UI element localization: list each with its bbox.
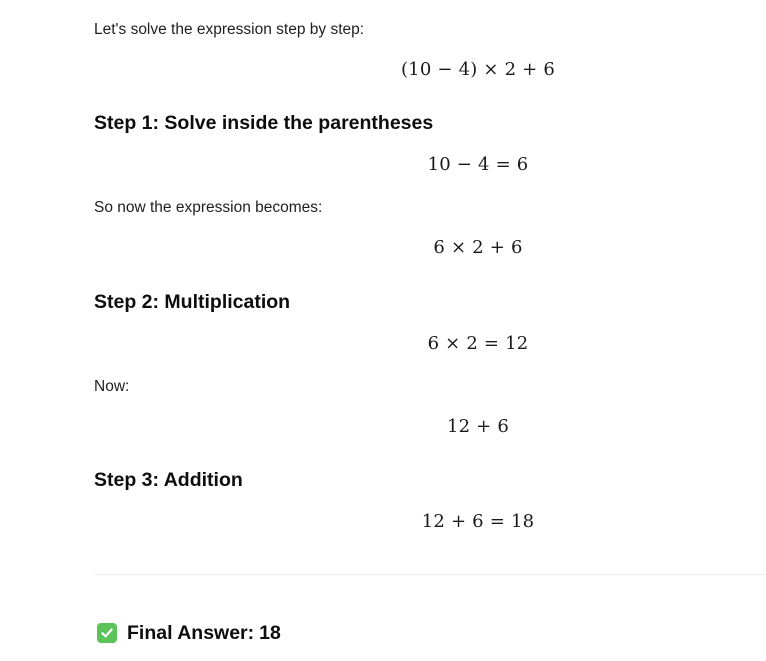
step1-heading: Step 1: Solve inside the parentheses	[94, 112, 434, 134]
section-divider	[94, 574, 766, 575]
step1-equation: 10 − 4 = 6	[427, 154, 529, 175]
intermediate-expression-1: 6 × 2 + 6	[433, 237, 523, 258]
intro-text: Let's solve the expression step by step:	[94, 21, 365, 38]
final-answer	[97, 620, 281, 646]
intermediate-expression-2: 12 + 6	[446, 416, 510, 437]
final-answer-value: 18	[259, 622, 281, 644]
step3-equation: 12 + 6 = 18	[421, 511, 535, 532]
check-mark-button-icon	[97, 623, 117, 643]
step2-heading: Step 2: Multiplication	[94, 291, 291, 313]
step3-heading: Step 3: Addition	[94, 469, 243, 491]
step2-equation: 6 × 2 = 12	[427, 333, 529, 354]
original-expression: (10 − 4) × 2 + 6	[400, 59, 556, 80]
transition-text-1: So now the expression becomes:	[94, 199, 323, 216]
chat-response	[94, 0, 766, 661]
final-answer-label: Final Answer:	[127, 622, 255, 644]
transition-text-2: Now:	[94, 378, 130, 395]
